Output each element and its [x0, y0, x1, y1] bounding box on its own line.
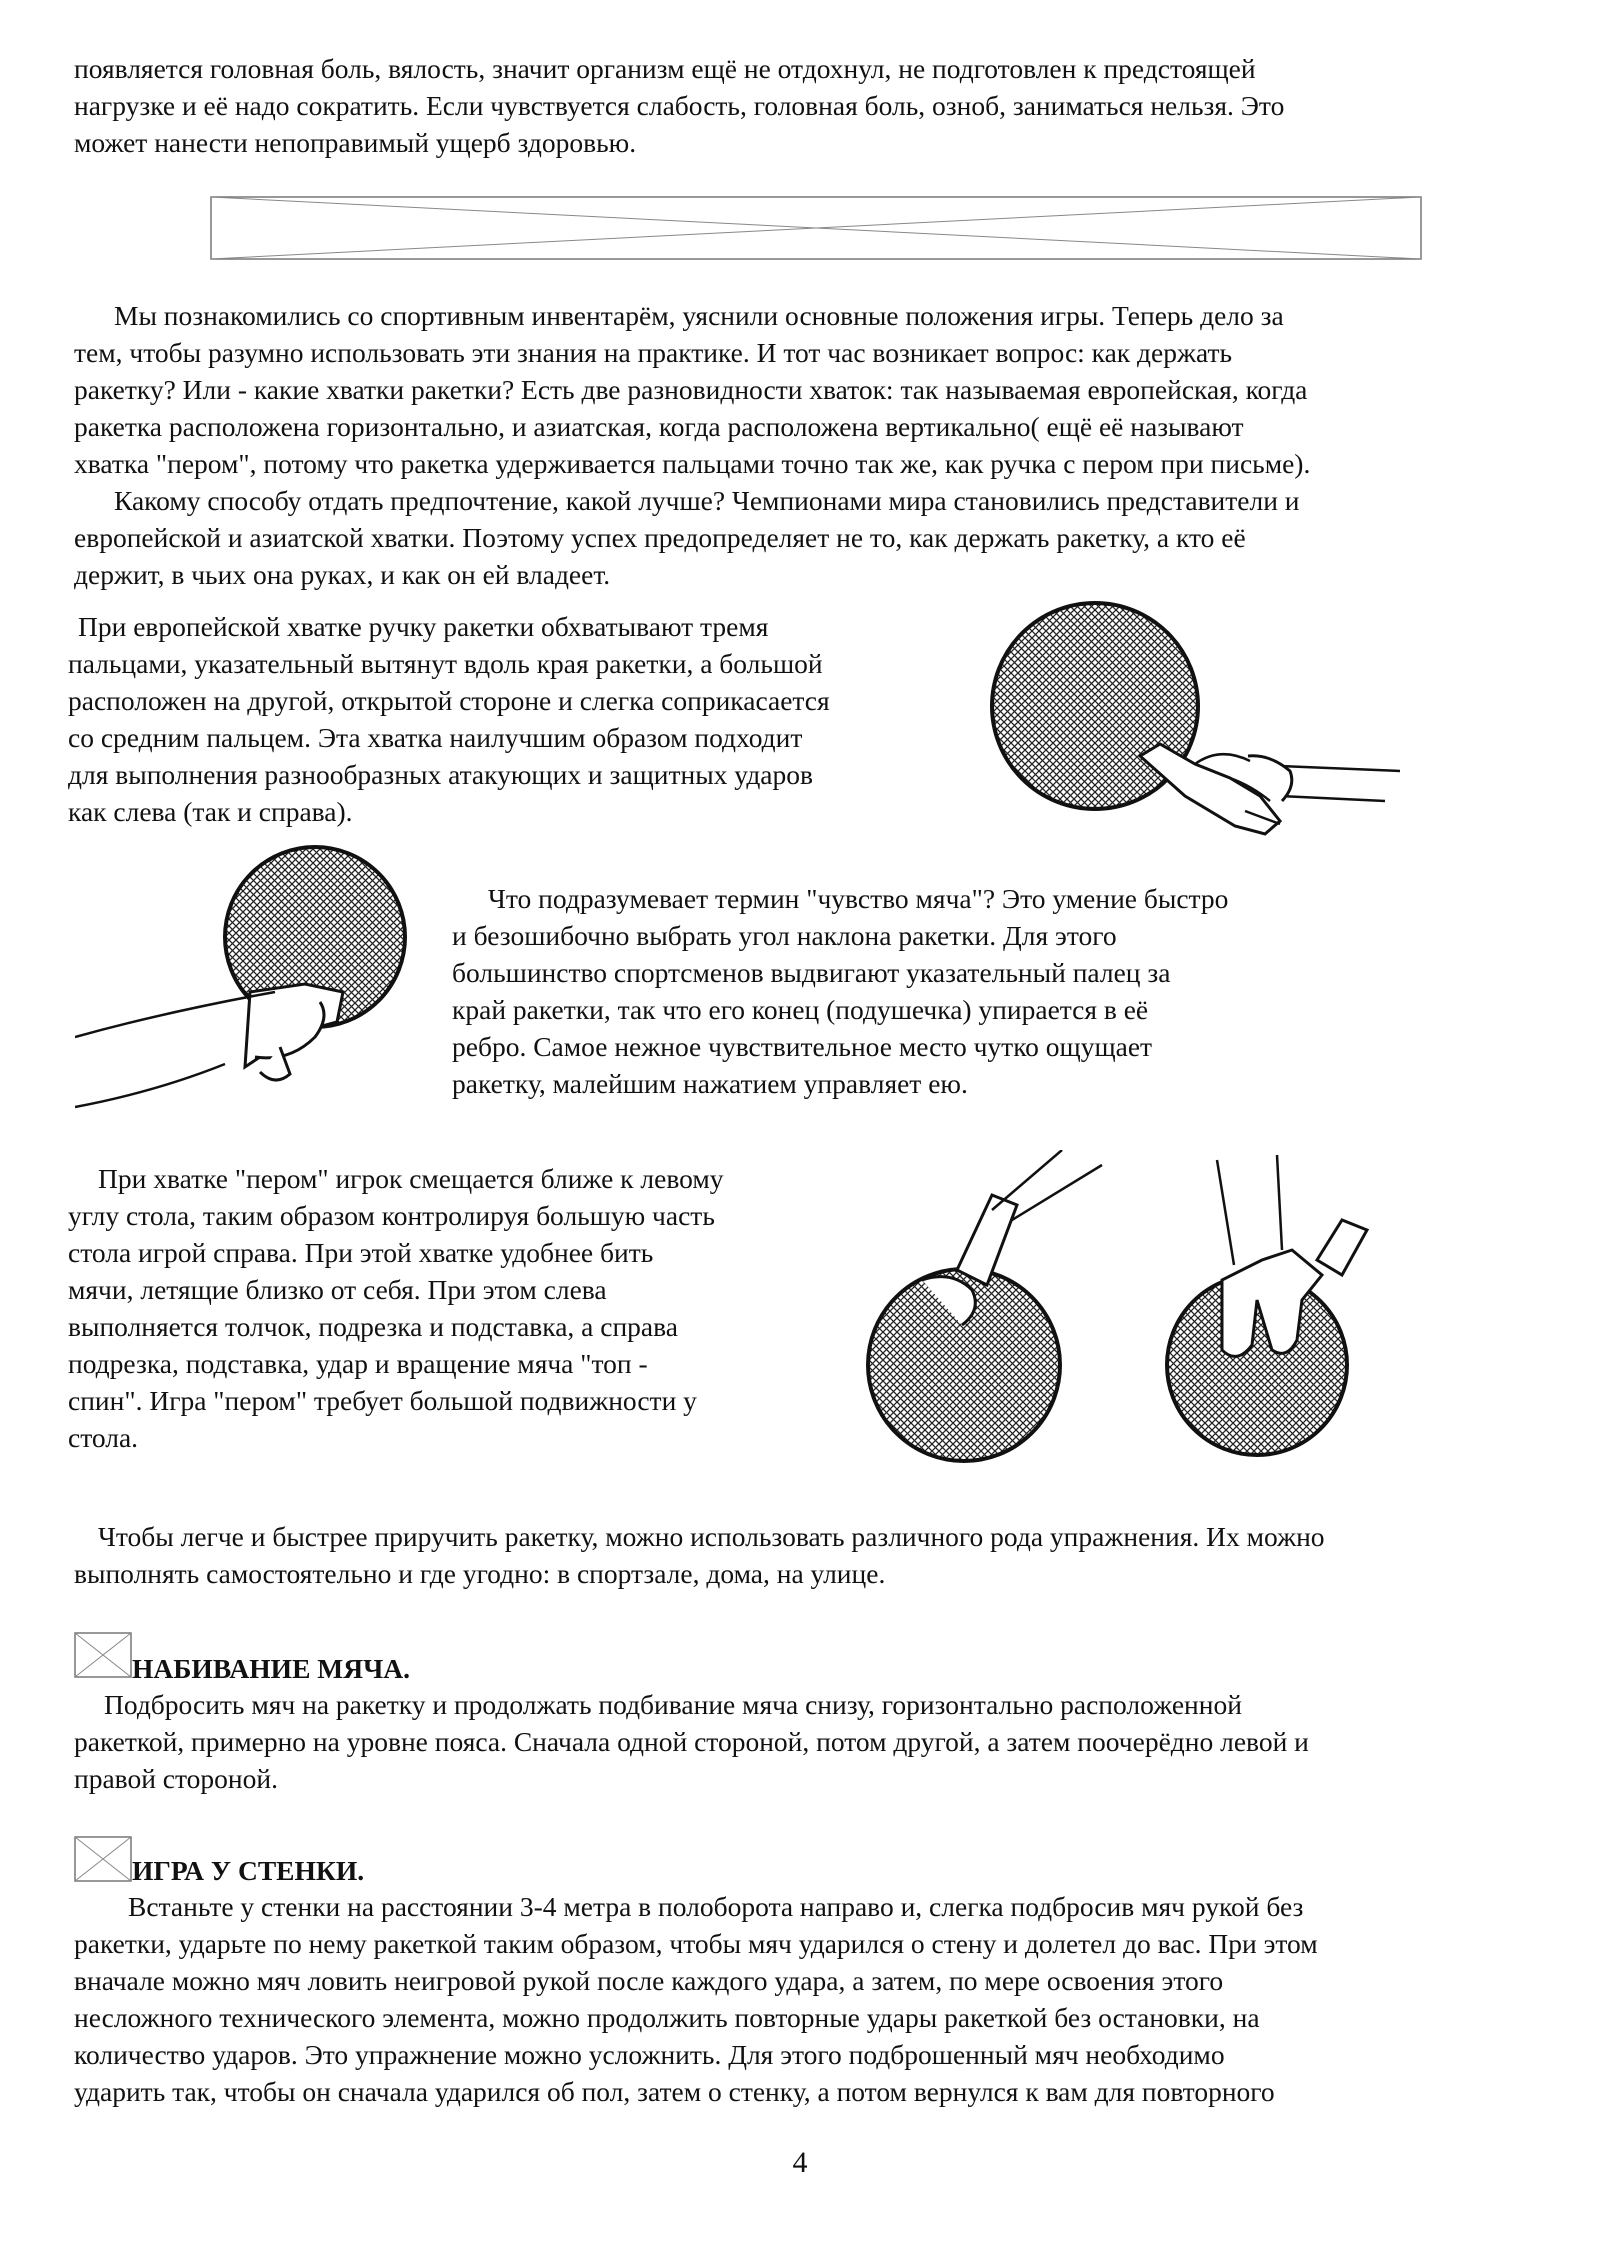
text-line: При хватке "пером" игрок смещается ближе к левому [98, 1163, 724, 1194]
text-line: ракеткой, примерно на уровне пояса. Сначала одной стороной, потом другой, а затем поочерёдно левой и [74, 1726, 1309, 1757]
section-heading-ball-bouncing: НАБИВАНИЕ МЯЧА. [132, 1653, 411, 1684]
paragraph-health [74, 50, 1554, 161]
paragraph-ball-bouncing [74, 1686, 1574, 1797]
text-line: пальцами, указательный вытянут вдоль края ракетки, а большой [68, 648, 823, 679]
text-line: стола игрой справа. При этой хватке удобнее бить [68, 1237, 654, 1268]
text-line: тем, чтобы разумно использовать эти знания на практике. И тот час возникает вопрос: как держать [74, 337, 1233, 368]
text-line: мячи, летящие близко от себя. При этом слева [68, 1274, 607, 1305]
paragraph-european-grip [68, 608, 998, 830]
paragraph-champions [74, 482, 1574, 593]
text-line: ракетку? Или - какие хватки ракетки? Есть две разновидности хваток: так называемая европейская, когда [74, 374, 1308, 405]
text-line: углу стола, таким образом контролируя большую часть [68, 1200, 715, 1231]
text-line: появляется головная боль, вялость, значит организм ещё не отдохнул, не подготовлен к предстоящей [74, 53, 1256, 84]
text-line: может нанести непоправимый ущерб здоровью. [74, 127, 637, 158]
text-line: край ракетки, так что его конец (подушечка) упирается в её [452, 994, 1149, 1025]
text-line: ракетку, малейшим нажатием управляет ею. [452, 1068, 968, 1099]
text-line: как слева (так и справа). [68, 796, 353, 827]
page-number: 4 [792, 2146, 808, 2179]
text-line: держит, в чьих она руках, и как он ей владеет. [74, 559, 611, 590]
text-line: Мы познакомились со спортивным инвентарём, уяснили основные положения игры. Теперь дело за [114, 300, 1284, 331]
text-line: Какому способу отдать предпочтение, какой лучше? Чемпионами мира становились представители и [114, 485, 1300, 516]
paragraph-grips [74, 297, 1574, 482]
text-line: расположен на другой, открытой стороне и слегка соприкасается [68, 685, 830, 716]
ball-feel-illustration [75, 842, 445, 1124]
text-line: большинство спортсменов выдвигают указательный палец за [452, 957, 1171, 988]
text-line: европейской и азиатской хватки. Поэтому успех предопределяет не то, как держать ракетку, а кто её [74, 522, 1246, 553]
text-line: для выполнения разнообразных атакующих и защитных ударов [68, 759, 813, 790]
text-line: вначале можно мяч ловить неигровой рукой после каждого удара, а затем, по мере освоения этого [74, 1965, 1224, 1996]
pen-grip-illustration [862, 1150, 1382, 1480]
broken-image-icon [74, 1836, 132, 1882]
text-line: стола. [68, 1422, 139, 1453]
text-line: несложного технического элемента, можно продолжить повторные удары ракеткой без остановки, на [74, 2002, 1260, 2033]
text-line: Чтобы легче и быстрее приручить ракетку, можно использовать различного рода упражнения. Их можно [98, 1521, 1325, 1552]
paragraph-ball-feel [452, 880, 1352, 1102]
text-line: количество ударов. Это упражнение можно усложнить. Для этого подброшенный мяч необходимо [74, 2039, 1225, 2070]
text-line: выполняется толчок, подрезка и подставка, а справа [68, 1311, 678, 1342]
text-line: Подбросить мяч на ракетку и продолжать подбивание мяча снизу, горизонтально расположенной [104, 1689, 1242, 1720]
text-line: спин". Игра "пером" требует большой подвижности у [68, 1385, 697, 1416]
text-line: ударить так, чтобы он сначала ударился об пол, затем о стенку, а потом вернулся к вам для повторного [74, 2076, 1275, 2107]
text-line: ракетка расположена горизонтально, и азиатская, когда расположена вертикально( ещё её называют [74, 411, 1244, 442]
text-line: Что подразумевает термин "чувство мяча"? Это умение быстро [488, 883, 1229, 914]
broken-image-icon [74, 1632, 132, 1678]
text-line: нагрузке и её надо сократить. Если чувствуется слабость, головная боль, озноб, заниматься нельзя. Это [74, 90, 1285, 121]
european-grip-illustration [990, 596, 1400, 842]
text-line: правой стороной. [74, 1763, 278, 1794]
text-line: со средним пальцем. Эта хватка наилучшим образом подходит [68, 722, 803, 753]
paragraph-pen-grip [68, 1160, 868, 1456]
text-line: хватка "пером", потому что ракетка удерживается пальцами точно так же, как ручка с пером при письме). [74, 448, 1311, 479]
text-line: ракетки, ударьте по нему ракеткой таким образом, чтобы мяч ударился о стену и долетел до вас. При этом [74, 1928, 1318, 1959]
paragraph-wall-game [74, 1888, 1574, 2110]
text-line: подрезка, подставка, удар и вращение мяча "топ - [68, 1348, 648, 1379]
text-line: ребро. Самое нежное чувствительное место чутко ощущает [452, 1031, 1153, 1062]
section-heading-wall-game: ИГРА У СТЕНКИ. [132, 1855, 365, 1886]
text-line: выполнять самостоятельно и где угодно: в спортзале, дома, на улице. [74, 1558, 886, 1589]
text-line: При европейской хватке ручку ракетки обхватывают тремя [78, 611, 769, 642]
text-line: и безошибочно выбрать угол наклона ракетки. Для этого [452, 920, 1117, 951]
image-placeholder-banner [210, 196, 1422, 260]
text-line: Встаньте у стенки на расстоянии 3-4 метра в полоборота направо и, слегка подбросив мяч рукой без [128, 1891, 1304, 1922]
paragraph-exercises [74, 1518, 1574, 1592]
